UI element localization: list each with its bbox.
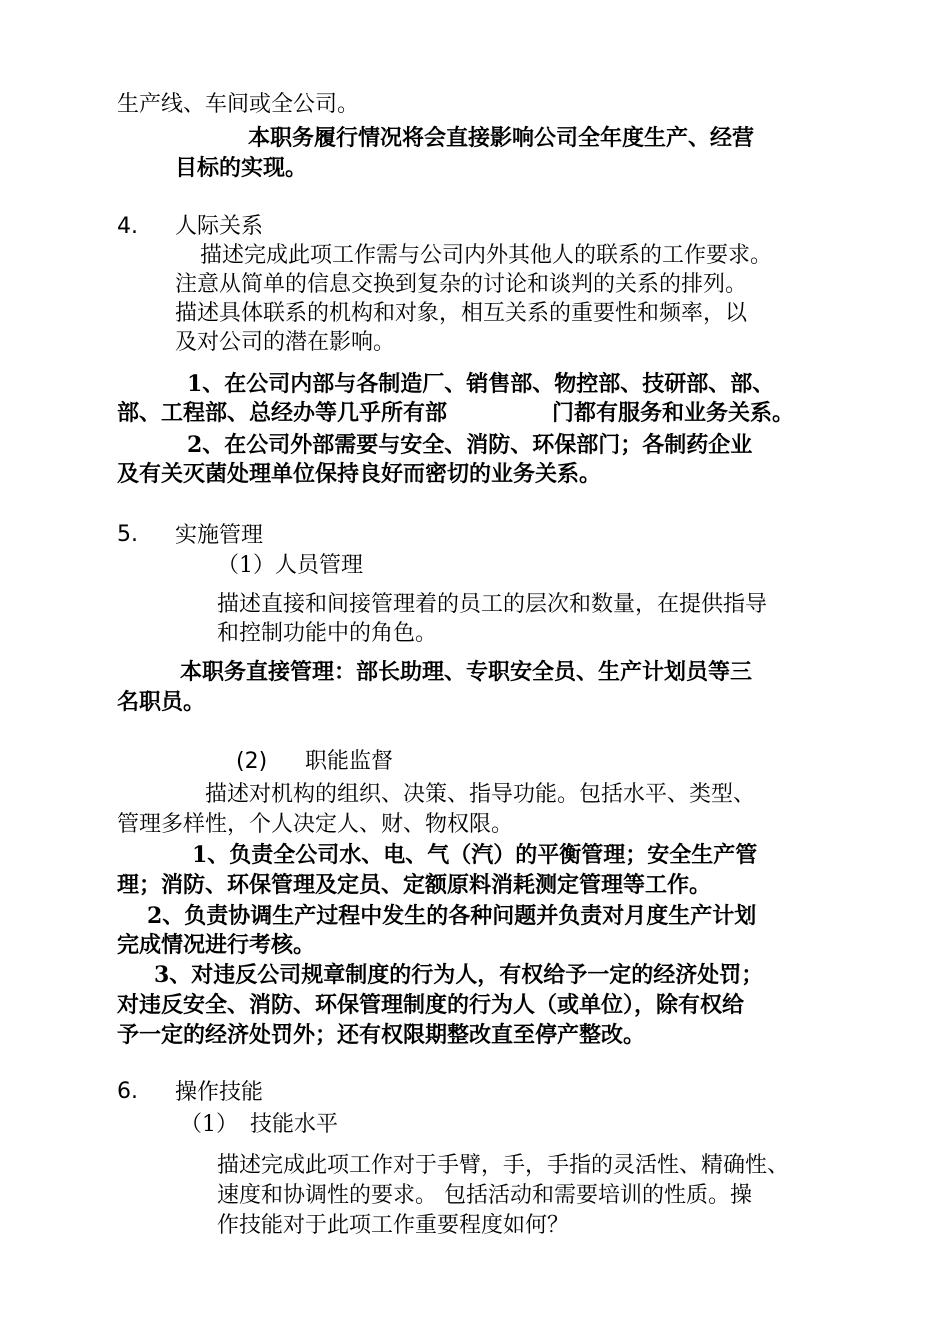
answer-line: 本职务直接管理：部长助理、专职安全员、生产计划员等三 — [180, 659, 753, 685]
section-title: 实施管理 — [175, 523, 264, 548]
paragraph-bold-line: 目标的实现。 — [175, 155, 308, 181]
section-number: 5. — [117, 522, 138, 547]
description-line: 作技能对于此项工作重要程度如何？ — [217, 1213, 570, 1238]
subsection-number: (2) — [236, 749, 268, 774]
answer-line: 完成情况进行考核。 — [117, 932, 316, 958]
description-line: 描述对机构的组织、决策、指导功能。包括水平、类型、 — [205, 782, 756, 807]
description-line: 描述完成此项工作对于手臂，手，手指的灵活性、精确性、 — [217, 1153, 790, 1178]
answer-line: 3、对违反公司规章制度的行为人，有权给予一定的经济处罚； — [154, 962, 764, 988]
answer-line: 予一定的经济处罚外；还有权限期整改直至停产整改。 — [117, 1022, 646, 1048]
answer-line: 及有关灭菌处理单位保持良好而密切的业务关系。 — [117, 461, 602, 487]
section-title: 人际关系 — [175, 214, 264, 239]
answer-line: 1、在公司内部与各制造厂、销售部、物控部、技研部、部、 — [187, 371, 775, 397]
answer-line: 2、负责协调生产过程中发生的各种问题并负责对月度生产计划 — [147, 903, 757, 929]
subsection-number: （1） — [180, 1112, 238, 1137]
section-number: 4. — [117, 214, 138, 239]
paragraph-bold-line: 本职务履行情况将会直接影响公司全年度生产、经营 — [248, 125, 755, 151]
subsection-title: 职能监督 — [305, 749, 394, 774]
answer-line: 理；消防、环保管理及定员、定额原料消耗测定管理等工作。 — [117, 872, 712, 898]
answer-line: 名职员。 — [117, 689, 206, 715]
answer-line: 对违反安全、消防、环保管理制度的行为人（或单位），除有权给 — [117, 992, 745, 1018]
section-title: 操作技能 — [175, 1080, 264, 1105]
description-line: 管理多样性，个人决定人、财、物权限。 — [117, 812, 514, 837]
section-number: 6. — [117, 1079, 138, 1104]
description-line: 描述完成此项工作需与公司内外其他人的联系的工作要求。 — [200, 243, 773, 268]
paragraph-line: 生产线、车间或全公司。 — [117, 92, 360, 117]
description-line: 及对公司的潜在影响。 — [175, 330, 396, 355]
subsection-title: 技能水平 — [250, 1112, 339, 1137]
description-line: 和控制功能中的角色。 — [217, 621, 438, 646]
description-line: 速度和协调性的要求。 包括活动和需要培训的性质。操 — [217, 1183, 752, 1208]
description-line: 注意从简单的信息交换到复杂的讨论和谈判的关系的排列。 — [175, 272, 748, 297]
answer-line: 2、在公司外部需要与安全、消防、环保部门；各制药企业 — [187, 432, 753, 458]
description-line: 描述具体联系的机构和对象，相互关系的重要性和频率，以 — [175, 301, 748, 326]
subsection-title: （1）人员管理 — [217, 553, 363, 578]
answer-line: 1、负责全公司水、电、气（汽）的平衡管理；安全生产管 — [192, 842, 758, 868]
answer-line: 部、工程部、总经办等几乎所有部 — [117, 400, 448, 426]
answer-line: 门都有服务和业务关系。 — [552, 400, 795, 426]
description-line: 描述直接和间接管理着的员工的层次和数量，在提供指导 — [217, 592, 768, 617]
